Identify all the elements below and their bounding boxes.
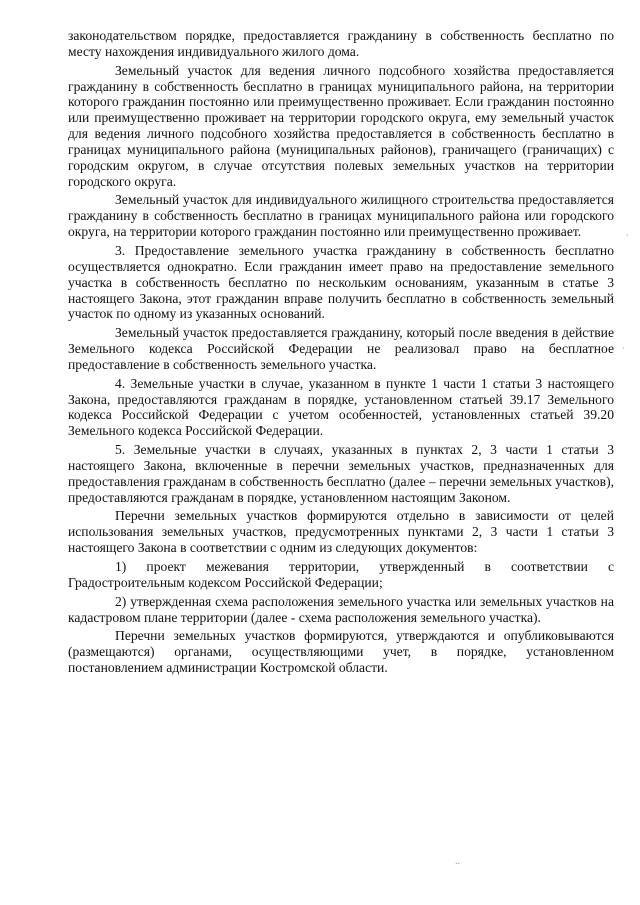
paragraph-personal-farming: Земельный участок для ведения личного подсобного хозяйства предоставляется гражданину в собственность бесплатно в границах муниципального района, на территории которого гражданин постоянно или преимущественно проживает. Если гражданин постоянно или преимущественно проживает на территории городского округа, ему земельный участок для ведения личного подсобного хозяйства предоставляется в собственность бесплатно в границах муниципального района (муниципальных районов), граничащего (граничащих) с городским округом, в случае отсутствия полевых земельных участков на территории городского округа.: [68, 62, 614, 189]
paragraph-lists-formation: Перечни земельных участков формируются отдельно в зависимости от целей использования земельных участков, предусмотренных пунктами 2, 3 части 1 статьи 3 настоящего Закона в соответствии с одним из следующих документов:: [68, 508, 614, 556]
document-body: [68, 28, 614, 679]
paragraph-land-code-right: Земельный участок предоставляется гражданину, который после введения в действие Земельного кодекса Российской Федерации не реализовал право на бесплатное предоставление в собственность земельного участка.: [68, 325, 614, 372]
paragraph-item-3: 3. Предоставление земельного участка гражданину в собственность бесплатно осуществляется однократно. Если гражданин имеет право на предоставление земельного участка в собственность бесплатно по нескольким основаниям, указанным в статье 3 настоящего Закона, этот гражданин вправе получить бесплатно в собственность земельный участок по одному из указанных оснований.: [68, 242, 614, 322]
paragraph-item-5: 5. Земельные участки в случаях, указанных в пунктах 2, 3 части 1 статьи 3 настоящего Закона, включенные в перечни земельных участков, предназначенных для предоставления гражданам в собственность бесплатно (далее – перечни земельных участков), предоставляются гражданам в порядке, установленном настоящим Законом.: [68, 442, 614, 505]
paragraph-continuation: законодательством порядке, предоставляется гражданину в собственность бесплатно по месту нахождения индивидуального жилого дома.: [68, 28, 614, 59]
paragraph-housing-construction: Земельный участок для индивидуального жилищного строительства предоставляется гражданину в собственность бесплатно в границах муниципального района или городского округа, на территории которого гражданин постоянно или преимущественно проживает.: [68, 192, 614, 240]
scan-speck: ·: [622, 344, 625, 353]
paragraph-lists-approval: Перечни земельных участков формируются, утверждаются и опубликовываются (размещаются) органами, осуществляющими учет, в порядке, установленном постановлением администрации Костромской области.: [68, 628, 614, 676]
scan-speck: ·: [626, 231, 629, 240]
paragraph-subitem-1: 1) проект межевания территории, утвержденный в соответствии с Градостроительным кодексом Российской Федерации;: [68, 559, 614, 590]
paragraph-subitem-2: 2) утвержденная схема расположения земельного участка или земельных участков на кадастровом плане территории (далее - схема расположения земельного участка).: [68, 593, 614, 625]
scan-speck: ..: [455, 857, 461, 866]
paragraph-item-4: 4. Земельные участки в случае, указанном в пункте 1 части 1 статьи 3 настоящего Закона, предоставляются гражданам в порядке, установленном статьей 39.17 Земельного кодекса Российской Федерации с учетом особенностей, установленных статьей 39.20 Земельного кодекса Российской Федерации.: [68, 375, 614, 439]
